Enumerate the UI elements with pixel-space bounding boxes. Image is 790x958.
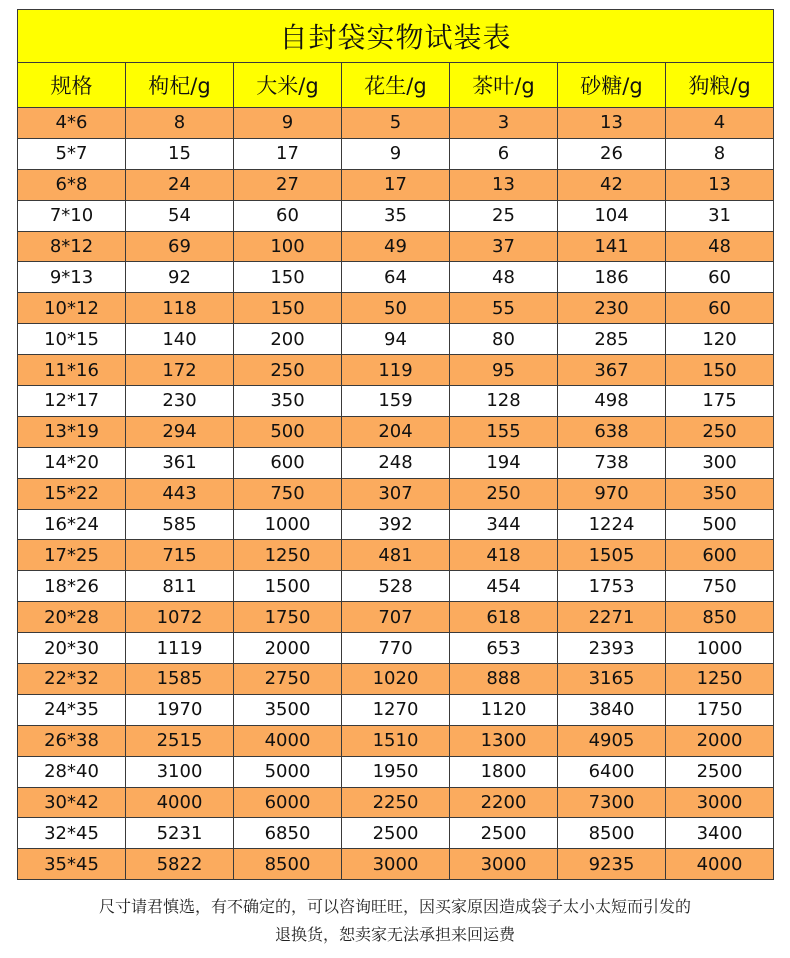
cell-dogfood: 2500 bbox=[666, 756, 774, 787]
cell-sugar: 638 bbox=[558, 416, 666, 447]
cell-tea: 618 bbox=[450, 602, 558, 633]
cell-dogfood: 600 bbox=[666, 540, 774, 571]
table-row bbox=[18, 787, 774, 818]
table-row bbox=[18, 231, 774, 262]
cell-tea: 25 bbox=[450, 200, 558, 231]
cell-size: 10*15 bbox=[18, 324, 126, 355]
cell-goji: 1119 bbox=[126, 633, 234, 664]
cell-sugar: 738 bbox=[558, 447, 666, 478]
cell-rice: 3500 bbox=[234, 694, 342, 725]
cell-rice: 1250 bbox=[234, 540, 342, 571]
table-row bbox=[18, 386, 774, 417]
table-row bbox=[18, 633, 774, 664]
cell-rice: 1750 bbox=[234, 602, 342, 633]
table-row bbox=[18, 756, 774, 787]
cell-dogfood: 750 bbox=[666, 571, 774, 602]
cell-tea: 2500 bbox=[450, 818, 558, 849]
cell-peanut: 1950 bbox=[342, 756, 450, 787]
cell-tea: 344 bbox=[450, 509, 558, 540]
cell-size: 9*13 bbox=[18, 262, 126, 293]
chart-title: 自封袋实物试装表 bbox=[18, 10, 774, 63]
table-row bbox=[18, 664, 774, 695]
cell-rice: 2000 bbox=[234, 633, 342, 664]
cell-size: 5*7 bbox=[18, 138, 126, 169]
notice-text bbox=[20, 893, 770, 949]
cell-peanut: 770 bbox=[342, 633, 450, 664]
cell-sugar: 6400 bbox=[558, 756, 666, 787]
cell-rice: 6850 bbox=[234, 818, 342, 849]
cell-dogfood: 4000 bbox=[666, 849, 774, 880]
table-row bbox=[18, 818, 774, 849]
cell-size: 8*12 bbox=[18, 231, 126, 262]
cell-dogfood: 13 bbox=[666, 169, 774, 200]
cell-peanut: 307 bbox=[342, 478, 450, 509]
cell-peanut: 50 bbox=[342, 293, 450, 324]
cell-peanut: 204 bbox=[342, 416, 450, 447]
cell-goji: 140 bbox=[126, 324, 234, 355]
cell-dogfood: 60 bbox=[666, 262, 774, 293]
cell-rice: 1000 bbox=[234, 509, 342, 540]
cell-peanut: 94 bbox=[342, 324, 450, 355]
cell-goji: 8 bbox=[126, 108, 234, 139]
cell-size: 11*16 bbox=[18, 355, 126, 386]
cell-tea: 95 bbox=[450, 355, 558, 386]
cell-rice: 27 bbox=[234, 169, 342, 200]
cell-dogfood: 175 bbox=[666, 386, 774, 417]
cell-tea: 1300 bbox=[450, 725, 558, 756]
cell-tea: 1800 bbox=[450, 756, 558, 787]
cell-dogfood: 2000 bbox=[666, 725, 774, 756]
cell-dogfood: 60 bbox=[666, 293, 774, 324]
cell-goji: 172 bbox=[126, 355, 234, 386]
cell-tea: 3 bbox=[450, 108, 558, 139]
cell-size: 12*17 bbox=[18, 386, 126, 417]
cell-sugar: 1505 bbox=[558, 540, 666, 571]
cell-size: 17*25 bbox=[18, 540, 126, 571]
cell-goji: 294 bbox=[126, 416, 234, 447]
cell-tea: 454 bbox=[450, 571, 558, 602]
cell-dogfood: 48 bbox=[666, 231, 774, 262]
cell-size: 20*28 bbox=[18, 602, 126, 633]
cell-goji: 1072 bbox=[126, 602, 234, 633]
cell-rice: 500 bbox=[234, 416, 342, 447]
cell-goji: 92 bbox=[126, 262, 234, 293]
cell-goji: 2515 bbox=[126, 725, 234, 756]
cell-rice: 200 bbox=[234, 324, 342, 355]
cell-tea: 2200 bbox=[450, 787, 558, 818]
cell-size: 35*45 bbox=[18, 849, 126, 880]
header-rice: 大米/g bbox=[234, 63, 342, 108]
cell-sugar: 9235 bbox=[558, 849, 666, 880]
cell-dogfood: 1750 bbox=[666, 694, 774, 725]
table-row bbox=[18, 138, 774, 169]
cell-goji: 54 bbox=[126, 200, 234, 231]
cell-peanut: 64 bbox=[342, 262, 450, 293]
cell-rice: 4000 bbox=[234, 725, 342, 756]
table-row bbox=[18, 324, 774, 355]
cell-dogfood: 4 bbox=[666, 108, 774, 139]
cell-tea: 48 bbox=[450, 262, 558, 293]
cell-goji: 361 bbox=[126, 447, 234, 478]
table-row bbox=[18, 540, 774, 571]
cell-size: 10*12 bbox=[18, 293, 126, 324]
cell-sugar: 3840 bbox=[558, 694, 666, 725]
cell-dogfood: 350 bbox=[666, 478, 774, 509]
cell-size: 4*6 bbox=[18, 108, 126, 139]
cell-dogfood: 120 bbox=[666, 324, 774, 355]
cell-size: 24*35 bbox=[18, 694, 126, 725]
cell-tea: 13 bbox=[450, 169, 558, 200]
cell-goji: 715 bbox=[126, 540, 234, 571]
cell-rice: 150 bbox=[234, 293, 342, 324]
cell-tea: 653 bbox=[450, 633, 558, 664]
cell-sugar: 970 bbox=[558, 478, 666, 509]
cell-tea: 250 bbox=[450, 478, 558, 509]
cell-goji: 5231 bbox=[126, 818, 234, 849]
cell-sugar: 141 bbox=[558, 231, 666, 262]
cell-size: 32*45 bbox=[18, 818, 126, 849]
cell-peanut: 1270 bbox=[342, 694, 450, 725]
size-chart-table bbox=[17, 9, 774, 880]
cell-dogfood: 8 bbox=[666, 138, 774, 169]
table-row bbox=[18, 262, 774, 293]
header-goji: 枸杞/g bbox=[126, 63, 234, 108]
cell-goji: 69 bbox=[126, 231, 234, 262]
cell-peanut: 2500 bbox=[342, 818, 450, 849]
size-chart-sheet bbox=[17, 9, 773, 880]
cell-rice: 600 bbox=[234, 447, 342, 478]
table-row bbox=[18, 200, 774, 231]
cell-peanut: 119 bbox=[342, 355, 450, 386]
cell-sugar: 498 bbox=[558, 386, 666, 417]
cell-rice: 150 bbox=[234, 262, 342, 293]
cell-goji: 4000 bbox=[126, 787, 234, 818]
cell-size: 6*8 bbox=[18, 169, 126, 200]
cell-dogfood: 300 bbox=[666, 447, 774, 478]
cell-size: 14*20 bbox=[18, 447, 126, 478]
cell-rice: 17 bbox=[234, 138, 342, 169]
cell-rice: 100 bbox=[234, 231, 342, 262]
table-row bbox=[18, 725, 774, 756]
cell-rice: 2750 bbox=[234, 664, 342, 695]
cell-peanut: 49 bbox=[342, 231, 450, 262]
table-row bbox=[18, 416, 774, 447]
cell-peanut: 17 bbox=[342, 169, 450, 200]
cell-sugar: 186 bbox=[558, 262, 666, 293]
cell-sugar: 230 bbox=[558, 293, 666, 324]
cell-sugar: 26 bbox=[558, 138, 666, 169]
cell-tea: 55 bbox=[450, 293, 558, 324]
cell-goji: 811 bbox=[126, 571, 234, 602]
cell-goji: 118 bbox=[126, 293, 234, 324]
cell-sugar: 8500 bbox=[558, 818, 666, 849]
cell-sugar: 42 bbox=[558, 169, 666, 200]
cell-sugar: 104 bbox=[558, 200, 666, 231]
cell-goji: 5822 bbox=[126, 849, 234, 880]
cell-dogfood: 3400 bbox=[666, 818, 774, 849]
cell-goji: 3100 bbox=[126, 756, 234, 787]
cell-goji: 1585 bbox=[126, 664, 234, 695]
cell-size: 30*42 bbox=[18, 787, 126, 818]
cell-peanut: 248 bbox=[342, 447, 450, 478]
cell-rice: 9 bbox=[234, 108, 342, 139]
table-row bbox=[18, 447, 774, 478]
cell-peanut: 9 bbox=[342, 138, 450, 169]
header-tea: 茶叶/g bbox=[450, 63, 558, 108]
table-row bbox=[18, 355, 774, 386]
notice-line-1: 尺寸请君慎选，有不确定的，可以咨询旺旺，因买家原因造成袋子太小太短而引发的 bbox=[98, 897, 691, 916]
cell-sugar: 2271 bbox=[558, 602, 666, 633]
cell-peanut: 2250 bbox=[342, 787, 450, 818]
cell-tea: 3000 bbox=[450, 849, 558, 880]
cell-sugar: 7300 bbox=[558, 787, 666, 818]
cell-tea: 1120 bbox=[450, 694, 558, 725]
cell-rice: 60 bbox=[234, 200, 342, 231]
table-row bbox=[18, 571, 774, 602]
cell-dogfood: 850 bbox=[666, 602, 774, 633]
cell-goji: 1970 bbox=[126, 694, 234, 725]
header-size: 规格 bbox=[18, 63, 126, 108]
cell-peanut: 1510 bbox=[342, 725, 450, 756]
cell-dogfood: 1000 bbox=[666, 633, 774, 664]
cell-rice: 1500 bbox=[234, 571, 342, 602]
cell-peanut: 481 bbox=[342, 540, 450, 571]
cell-size: 22*32 bbox=[18, 664, 126, 695]
notice-line-2: 退换货，恕卖家无法承担来回运费 bbox=[274, 925, 515, 944]
cell-size: 18*26 bbox=[18, 571, 126, 602]
cell-peanut: 3000 bbox=[342, 849, 450, 880]
cell-peanut: 707 bbox=[342, 602, 450, 633]
cell-peanut: 35 bbox=[342, 200, 450, 231]
cell-goji: 15 bbox=[126, 138, 234, 169]
cell-tea: 194 bbox=[450, 447, 558, 478]
table-row bbox=[18, 478, 774, 509]
cell-peanut: 1020 bbox=[342, 664, 450, 695]
header-peanut: 花生/g bbox=[342, 63, 450, 108]
cell-dogfood: 500 bbox=[666, 509, 774, 540]
cell-dogfood: 3000 bbox=[666, 787, 774, 818]
table-row bbox=[18, 849, 774, 880]
cell-rice: 6000 bbox=[234, 787, 342, 818]
cell-sugar: 1753 bbox=[558, 571, 666, 602]
cell-sugar: 13 bbox=[558, 108, 666, 139]
cell-peanut: 5 bbox=[342, 108, 450, 139]
cell-size: 20*30 bbox=[18, 633, 126, 664]
cell-sugar: 1224 bbox=[558, 509, 666, 540]
cell-sugar: 2393 bbox=[558, 633, 666, 664]
cell-goji: 443 bbox=[126, 478, 234, 509]
cell-tea: 6 bbox=[450, 138, 558, 169]
cell-size: 16*24 bbox=[18, 509, 126, 540]
table-row bbox=[18, 108, 774, 139]
header-row bbox=[18, 63, 774, 108]
table-row bbox=[18, 694, 774, 725]
cell-sugar: 3165 bbox=[558, 664, 666, 695]
cell-rice: 8500 bbox=[234, 849, 342, 880]
cell-size: 13*19 bbox=[18, 416, 126, 447]
cell-rice: 5000 bbox=[234, 756, 342, 787]
cell-size: 7*10 bbox=[18, 200, 126, 231]
cell-dogfood: 1250 bbox=[666, 664, 774, 695]
table-body bbox=[18, 108, 774, 880]
cell-size: 28*40 bbox=[18, 756, 126, 787]
table-row bbox=[18, 509, 774, 540]
cell-tea: 128 bbox=[450, 386, 558, 417]
cell-dogfood: 150 bbox=[666, 355, 774, 386]
cell-rice: 350 bbox=[234, 386, 342, 417]
cell-dogfood: 250 bbox=[666, 416, 774, 447]
cell-goji: 230 bbox=[126, 386, 234, 417]
cell-sugar: 4905 bbox=[558, 725, 666, 756]
cell-tea: 888 bbox=[450, 664, 558, 695]
cell-size: 26*38 bbox=[18, 725, 126, 756]
cell-sugar: 285 bbox=[558, 324, 666, 355]
cell-dogfood: 31 bbox=[666, 200, 774, 231]
table-row bbox=[18, 169, 774, 200]
cell-tea: 155 bbox=[450, 416, 558, 447]
cell-tea: 37 bbox=[450, 231, 558, 262]
cell-peanut: 528 bbox=[342, 571, 450, 602]
cell-peanut: 392 bbox=[342, 509, 450, 540]
cell-goji: 24 bbox=[126, 169, 234, 200]
cell-peanut: 159 bbox=[342, 386, 450, 417]
cell-sugar: 367 bbox=[558, 355, 666, 386]
table-row bbox=[18, 602, 774, 633]
cell-rice: 750 bbox=[234, 478, 342, 509]
cell-tea: 418 bbox=[450, 540, 558, 571]
cell-goji: 585 bbox=[126, 509, 234, 540]
cell-tea: 80 bbox=[450, 324, 558, 355]
cell-size: 15*22 bbox=[18, 478, 126, 509]
table-row bbox=[18, 293, 774, 324]
header-sugar: 砂糖/g bbox=[558, 63, 666, 108]
header-dogfood: 狗粮/g bbox=[666, 63, 774, 108]
cell-rice: 250 bbox=[234, 355, 342, 386]
